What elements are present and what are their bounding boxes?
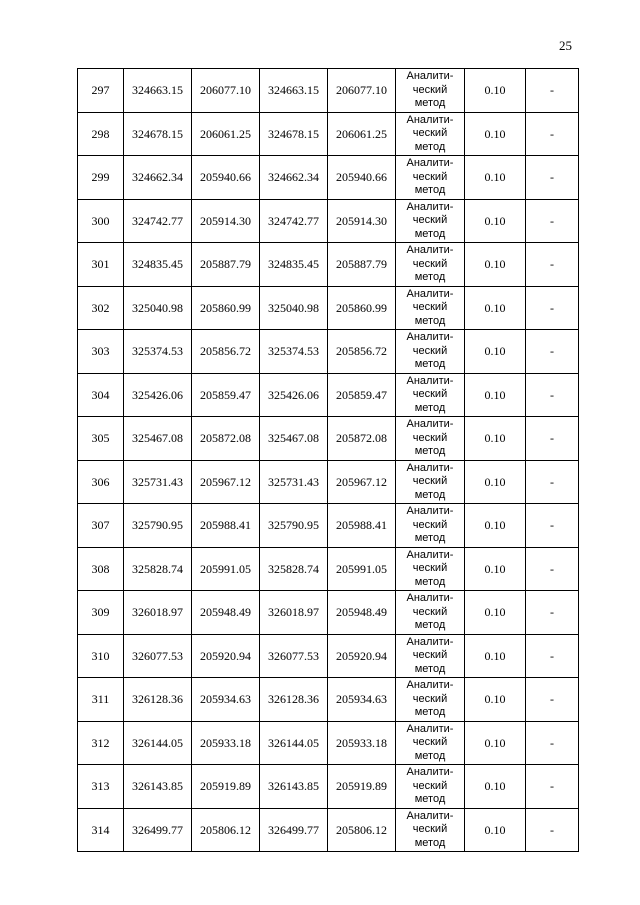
point-number-cell: 313 xyxy=(78,765,124,809)
method-text-line: ческий xyxy=(412,823,448,835)
method-cell xyxy=(396,373,465,417)
method-text-line: метод xyxy=(414,793,446,805)
note-cell: - xyxy=(526,156,579,200)
method-text-line: метод xyxy=(414,184,446,196)
table-row xyxy=(78,417,579,461)
point-number-cell: 312 xyxy=(78,721,124,765)
table-row xyxy=(78,547,579,591)
x-coordinate-2-cell: 324662.34 xyxy=(260,156,328,200)
x-coordinate-cell: 326143.85 xyxy=(124,765,192,809)
table-row xyxy=(78,808,579,852)
method-text-line: Аналити- xyxy=(406,635,454,648)
method-text-line: метод xyxy=(414,488,446,501)
y-coordinate-cell: 205914.30 xyxy=(192,199,260,243)
note-cell: - xyxy=(526,808,579,852)
accuracy-cell: 0.10 xyxy=(465,69,526,113)
accuracy-cell: 0.10 xyxy=(465,678,526,722)
y-coordinate-2-cell: 205920.94 xyxy=(328,634,396,678)
table-row xyxy=(78,591,579,635)
method-text-line: ческий xyxy=(412,562,448,574)
y-coordinate-2-cell: 205940.66 xyxy=(328,156,396,200)
method-text-line: ческий xyxy=(412,605,448,618)
accuracy-cell: 0.10 xyxy=(465,721,526,765)
method-text-line: Аналити- xyxy=(406,287,454,300)
x-coordinate-cell: 326018.97 xyxy=(124,591,192,635)
accuracy-cell: 0.10 xyxy=(465,765,526,809)
x-coordinate-2-cell: 325426.06 xyxy=(260,373,328,417)
table-row xyxy=(78,678,579,722)
point-number-cell: 311 xyxy=(78,678,124,722)
x-coordinate-2-cell: 326128.36 xyxy=(260,678,328,722)
method-text-line: метод xyxy=(414,227,446,240)
y-coordinate-cell: 205860.99 xyxy=(192,286,260,330)
method-text-line: метод xyxy=(414,140,446,153)
y-coordinate-2-cell: 205872.08 xyxy=(328,417,396,461)
x-coordinate-2-cell: 325374.53 xyxy=(260,330,328,374)
table-row xyxy=(78,721,579,765)
accuracy-cell: 0.10 xyxy=(465,330,526,374)
point-number-cell: 310 xyxy=(78,634,124,678)
method-text-line: Аналити- xyxy=(406,722,454,735)
method-cell xyxy=(396,286,465,330)
y-coordinate-2-cell: 206061.25 xyxy=(328,112,396,156)
method-text-line: ческий xyxy=(412,736,448,748)
method-cell xyxy=(396,330,465,374)
note-cell: - xyxy=(526,591,579,635)
method-cell xyxy=(396,634,465,678)
accuracy-cell: 0.10 xyxy=(465,808,526,852)
table-row xyxy=(78,460,579,504)
note-cell: - xyxy=(526,417,579,461)
method-text-line: метод xyxy=(414,532,446,544)
table-row xyxy=(78,112,579,156)
method-text-line: метод xyxy=(414,836,446,849)
point-number-cell: 297 xyxy=(78,69,124,113)
accuracy-cell: 0.10 xyxy=(465,286,526,330)
x-coordinate-2-cell: 324835.45 xyxy=(260,243,328,287)
y-coordinate-2-cell: 205948.49 xyxy=(328,591,396,635)
note-cell: - xyxy=(526,243,579,287)
method-text-line: ческий xyxy=(412,475,448,487)
accuracy-cell: 0.10 xyxy=(465,112,526,156)
method-text-line: Аналити- xyxy=(406,70,454,82)
y-coordinate-cell: 205856.72 xyxy=(192,330,260,374)
method-cell xyxy=(396,243,465,287)
method-cell xyxy=(396,199,465,243)
method-text-line: Аналити- xyxy=(406,244,454,256)
method-text-line: метод xyxy=(414,575,446,588)
method-cell xyxy=(396,460,465,504)
accuracy-cell: 0.10 xyxy=(465,373,526,417)
x-coordinate-2-cell: 324663.15 xyxy=(260,69,328,113)
page-number: 25 xyxy=(559,38,572,53)
x-coordinate-cell: 325731.43 xyxy=(124,460,192,504)
y-coordinate-2-cell: 205967.12 xyxy=(328,460,396,504)
table-row xyxy=(78,330,579,374)
method-text-line: ческий xyxy=(412,779,448,792)
y-coordinate-cell: 205933.18 xyxy=(192,721,260,765)
x-coordinate-cell: 325426.06 xyxy=(124,373,192,417)
x-coordinate-cell: 326128.36 xyxy=(124,678,192,722)
y-coordinate-cell: 205806.12 xyxy=(192,808,260,852)
table-row xyxy=(78,373,579,417)
y-coordinate-2-cell: 205806.12 xyxy=(328,808,396,852)
y-coordinate-cell: 205919.89 xyxy=(192,765,260,809)
y-coordinate-cell: 205920.94 xyxy=(192,634,260,678)
method-text-line: Аналити- xyxy=(406,679,454,691)
y-coordinate-cell: 205940.66 xyxy=(192,156,260,200)
note-cell: - xyxy=(526,634,579,678)
y-coordinate-2-cell: 205856.72 xyxy=(328,330,396,374)
method-text-line: метод xyxy=(414,271,446,283)
note-cell: - xyxy=(526,678,579,722)
method-text-line: ческий xyxy=(412,170,448,183)
y-coordinate-2-cell: 206077.10 xyxy=(328,69,396,113)
accuracy-cell: 0.10 xyxy=(465,460,526,504)
x-coordinate-cell: 324835.45 xyxy=(124,243,192,287)
note-cell: - xyxy=(526,69,579,113)
x-coordinate-2-cell: 326499.77 xyxy=(260,808,328,852)
point-number-cell: 307 xyxy=(78,504,124,548)
method-cell xyxy=(396,156,465,200)
x-coordinate-2-cell: 326143.85 xyxy=(260,765,328,809)
x-coordinate-cell: 324663.15 xyxy=(124,69,192,113)
y-coordinate-2-cell: 205933.18 xyxy=(328,721,396,765)
method-cell xyxy=(396,591,465,635)
table-row xyxy=(78,286,579,330)
note-cell: - xyxy=(526,286,579,330)
x-coordinate-2-cell: 326018.97 xyxy=(260,591,328,635)
note-cell: - xyxy=(526,765,579,809)
x-coordinate-cell: 325467.08 xyxy=(124,417,192,461)
note-cell: - xyxy=(526,199,579,243)
point-number-cell: 308 xyxy=(78,547,124,591)
x-coordinate-2-cell: 326077.53 xyxy=(260,634,328,678)
method-text-line: Аналити- xyxy=(406,200,454,213)
note-cell: - xyxy=(526,504,579,548)
y-coordinate-cell: 205859.47 xyxy=(192,373,260,417)
y-coordinate-cell: 206077.10 xyxy=(192,69,260,113)
point-number-cell: 302 xyxy=(78,286,124,330)
table-row xyxy=(78,634,579,678)
method-text-line: ческий xyxy=(412,649,448,661)
x-coordinate-2-cell: 326144.05 xyxy=(260,721,328,765)
method-text-line: Аналити- xyxy=(406,418,454,430)
table-row xyxy=(78,243,579,287)
x-coordinate-cell: 325790.95 xyxy=(124,504,192,548)
method-text-line: ческий xyxy=(412,518,448,531)
method-cell xyxy=(396,765,465,809)
point-number-cell: 300 xyxy=(78,199,124,243)
note-cell: - xyxy=(526,112,579,156)
point-number-cell: 303 xyxy=(78,330,124,374)
y-coordinate-cell: 205967.12 xyxy=(192,460,260,504)
y-coordinate-2-cell: 205919.89 xyxy=(328,765,396,809)
note-cell: - xyxy=(526,460,579,504)
x-coordinate-2-cell: 325731.43 xyxy=(260,460,328,504)
method-cell xyxy=(396,112,465,156)
x-coordinate-2-cell: 324678.15 xyxy=(260,112,328,156)
method-text-line: метод xyxy=(414,97,446,109)
method-text-line: метод xyxy=(414,314,446,327)
x-coordinate-2-cell: 325790.95 xyxy=(260,504,328,548)
accuracy-cell: 0.10 xyxy=(465,547,526,591)
method-text-line: ческий xyxy=(412,301,448,313)
x-coordinate-cell: 326499.77 xyxy=(124,808,192,852)
coordinates-table xyxy=(77,68,579,852)
table-row xyxy=(78,156,579,200)
method-cell xyxy=(396,721,465,765)
point-number-cell: 304 xyxy=(78,373,124,417)
note-cell: - xyxy=(526,373,579,417)
method-text-line: ческий xyxy=(412,388,448,400)
method-text-line: метод xyxy=(414,445,446,457)
method-text-line: ческий xyxy=(412,127,448,139)
method-cell xyxy=(396,504,465,548)
method-text-line: метод xyxy=(414,706,446,718)
method-text-line: Аналити- xyxy=(406,331,454,343)
method-text-line: Аналити- xyxy=(406,374,454,387)
note-cell: - xyxy=(526,547,579,591)
table-body xyxy=(78,69,579,852)
method-cell xyxy=(396,808,465,852)
method-text-line: ческий xyxy=(412,344,448,357)
point-number-cell: 306 xyxy=(78,460,124,504)
y-coordinate-2-cell: 205934.63 xyxy=(328,678,396,722)
x-coordinate-cell: 324742.77 xyxy=(124,199,192,243)
x-coordinate-cell: 324662.34 xyxy=(124,156,192,200)
method-text-line: ческий xyxy=(412,692,448,705)
accuracy-cell: 0.10 xyxy=(465,591,526,635)
method-text-line: метод xyxy=(414,358,446,370)
method-text-line: Аналити- xyxy=(406,548,454,561)
method-cell xyxy=(396,678,465,722)
accuracy-cell: 0.10 xyxy=(465,417,526,461)
accuracy-cell: 0.10 xyxy=(465,634,526,678)
method-text-line: Аналити- xyxy=(406,505,454,517)
table-row xyxy=(78,765,579,809)
accuracy-cell: 0.10 xyxy=(465,504,526,548)
x-coordinate-2-cell: 325467.08 xyxy=(260,417,328,461)
x-coordinate-2-cell: 325828.74 xyxy=(260,547,328,591)
method-text-line: метод xyxy=(414,619,446,631)
y-coordinate-cell: 205948.49 xyxy=(192,591,260,635)
table-row xyxy=(78,504,579,548)
method-text-line: Аналити- xyxy=(406,461,454,474)
table-row xyxy=(78,199,579,243)
y-coordinate-cell: 206061.25 xyxy=(192,112,260,156)
x-coordinate-cell: 326144.05 xyxy=(124,721,192,765)
x-coordinate-cell: 326077.53 xyxy=(124,634,192,678)
x-coordinate-cell: 324678.15 xyxy=(124,112,192,156)
point-number-cell: 299 xyxy=(78,156,124,200)
x-coordinate-cell: 325374.53 xyxy=(124,330,192,374)
method-text-line: метод xyxy=(414,749,446,762)
y-coordinate-2-cell: 205991.05 xyxy=(328,547,396,591)
x-coordinate-cell: 325040.98 xyxy=(124,286,192,330)
x-coordinate-2-cell: 324742.77 xyxy=(260,199,328,243)
y-coordinate-2-cell: 205860.99 xyxy=(328,286,396,330)
method-cell xyxy=(396,547,465,591)
method-cell xyxy=(396,417,465,461)
method-text-line: Аналити- xyxy=(406,113,454,126)
table-row xyxy=(78,69,579,113)
method-text-line: метод xyxy=(414,662,446,675)
point-number-cell: 298 xyxy=(78,112,124,156)
method-text-line: ческий xyxy=(412,257,448,270)
method-text-line: Аналити- xyxy=(406,592,454,604)
y-coordinate-cell: 205887.79 xyxy=(192,243,260,287)
x-coordinate-2-cell: 325040.98 xyxy=(260,286,328,330)
accuracy-cell: 0.10 xyxy=(465,243,526,287)
y-coordinate-2-cell: 205859.47 xyxy=(328,373,396,417)
y-coordinate-2-cell: 205914.30 xyxy=(328,199,396,243)
y-coordinate-cell: 205934.63 xyxy=(192,678,260,722)
y-coordinate-cell: 205988.41 xyxy=(192,504,260,548)
method-text-line: Аналити- xyxy=(406,157,454,169)
method-text-line: ческий xyxy=(412,431,448,444)
x-coordinate-cell: 325828.74 xyxy=(124,547,192,591)
method-text-line: ческий xyxy=(412,83,448,96)
y-coordinate-cell: 205872.08 xyxy=(192,417,260,461)
point-number-cell: 309 xyxy=(78,591,124,635)
point-number-cell: 314 xyxy=(78,808,124,852)
accuracy-cell: 0.10 xyxy=(465,156,526,200)
accuracy-cell: 0.10 xyxy=(465,199,526,243)
note-cell: - xyxy=(526,721,579,765)
y-coordinate-2-cell: 205988.41 xyxy=(328,504,396,548)
method-text-line: Аналити- xyxy=(406,809,454,822)
y-coordinate-2-cell: 205887.79 xyxy=(328,243,396,287)
point-number-cell: 301 xyxy=(78,243,124,287)
method-text-line: метод xyxy=(414,401,446,414)
note-cell: - xyxy=(526,330,579,374)
method-cell xyxy=(396,69,465,113)
method-text-line: Аналити- xyxy=(406,766,454,778)
y-coordinate-cell: 205991.05 xyxy=(192,547,260,591)
point-number-cell: 305 xyxy=(78,417,124,461)
method-text-line: ческий xyxy=(412,214,448,226)
